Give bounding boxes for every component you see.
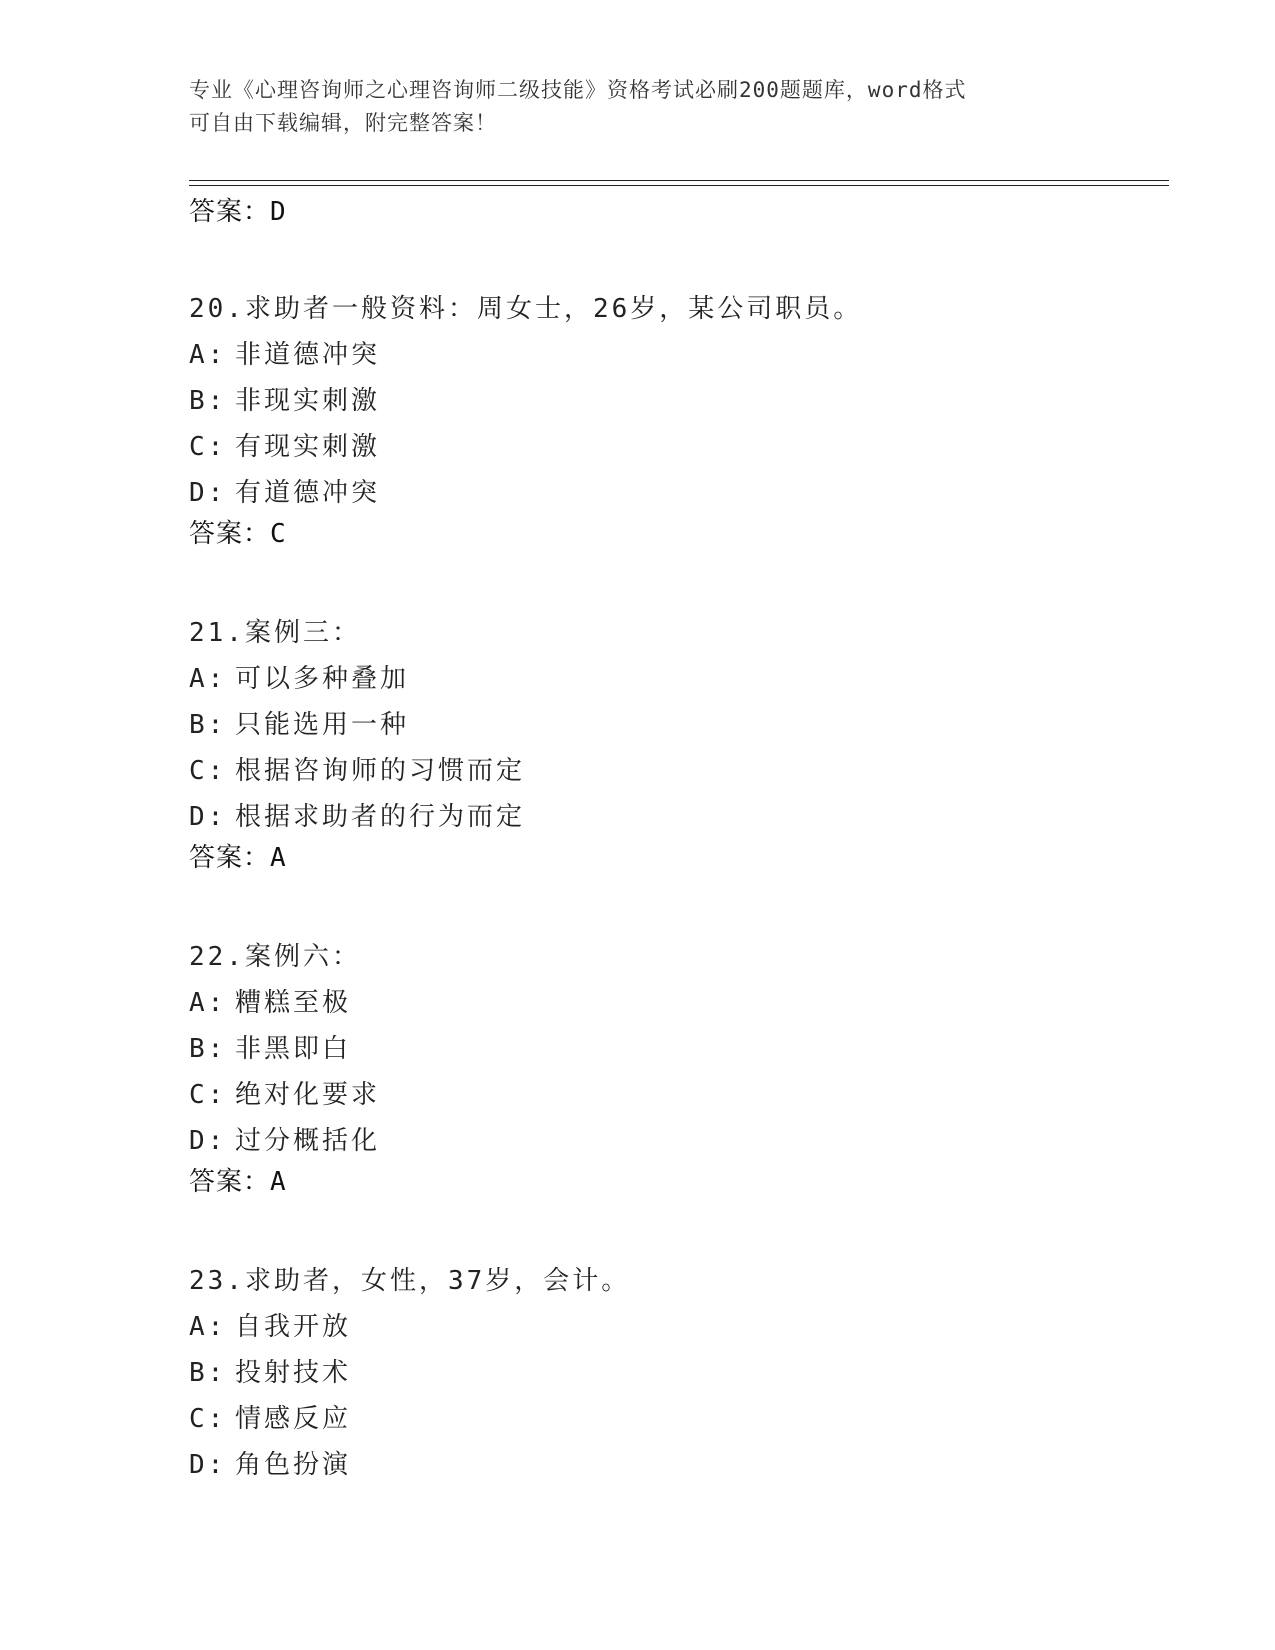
- option-key: A:: [189, 340, 227, 370]
- option-text: 投射技术: [235, 1358, 352, 1388]
- option-text: 非黑即白: [235, 1034, 352, 1064]
- header-line-1: 专业《心理咨询师之心理咨询师二级技能》资格考试必刷200题题库，word格式: [189, 78, 967, 102]
- option-b: [189, 1026, 1169, 1072]
- option-key: B:: [189, 386, 227, 416]
- question-23: [189, 1258, 1169, 1488]
- option-key: A:: [189, 1312, 227, 1342]
- option-d: [189, 1118, 1169, 1164]
- option-text: 糟糕至极: [235, 988, 352, 1018]
- option-key: C:: [189, 1404, 227, 1434]
- option-text: 可以多种叠加: [235, 664, 410, 694]
- question-stem: 20.求助者一般资料：周女士，26岁，某公司职员。: [189, 294, 863, 324]
- option-c: [189, 748, 1169, 794]
- question-stem: 23.求助者，女性，37岁，会计。: [189, 1266, 631, 1296]
- option-text: 过分概括化: [235, 1126, 381, 1156]
- option-key: D:: [189, 802, 227, 832]
- option-key: C:: [189, 756, 227, 786]
- option-text: 情感反应: [235, 1404, 352, 1434]
- answer-line: 答案：A: [189, 843, 287, 873]
- answer-line: 答案：C: [189, 519, 287, 549]
- option-b: [189, 378, 1169, 424]
- option-text: 根据咨询师的习惯而定: [235, 756, 526, 786]
- option-b: [189, 1350, 1169, 1396]
- document-header: [189, 74, 1089, 140]
- question-20: [189, 286, 1169, 552]
- option-text: 根据求助者的行为而定: [235, 802, 526, 832]
- option-b: [189, 702, 1169, 748]
- option-d: [189, 1442, 1169, 1488]
- option-c: [189, 1396, 1169, 1442]
- option-a: [189, 980, 1169, 1026]
- option-key: C:: [189, 1080, 227, 1110]
- option-text: 只能选用一种: [235, 710, 410, 740]
- question-stem: 21.案例三：: [189, 618, 361, 648]
- option-text: 非现实刺激: [235, 386, 381, 416]
- question-21: [189, 610, 1169, 876]
- option-a: [189, 332, 1169, 378]
- option-a: [189, 656, 1169, 702]
- option-key: C:: [189, 432, 227, 462]
- option-key: B:: [189, 1358, 227, 1388]
- option-text: 非道德冲突: [235, 340, 381, 370]
- answer-line: 答案：A: [189, 1167, 287, 1197]
- option-key: A:: [189, 988, 227, 1018]
- option-d: [189, 794, 1169, 840]
- header-divider-bottom: [189, 185, 1169, 186]
- option-d: [189, 470, 1169, 516]
- option-text: 有现实刺激: [235, 432, 381, 462]
- previous-answer: 答案：D: [189, 197, 287, 227]
- option-c: [189, 1072, 1169, 1118]
- question-22: [189, 934, 1169, 1200]
- header-line-2: 可自由下载编辑，附完整答案！: [189, 111, 497, 135]
- option-text: 绝对化要求: [235, 1080, 381, 1110]
- option-key: D:: [189, 478, 227, 508]
- option-a: [189, 1304, 1169, 1350]
- question-stem: 22.案例六：: [189, 942, 361, 972]
- option-key: B:: [189, 1034, 227, 1064]
- option-text: 自我开放: [235, 1312, 352, 1342]
- option-key: D:: [189, 1126, 227, 1156]
- header-divider-top: [189, 180, 1169, 181]
- option-text: 有道德冲突: [235, 478, 381, 508]
- option-key: A:: [189, 664, 227, 694]
- option-key: D:: [189, 1450, 227, 1480]
- option-key: B:: [189, 710, 227, 740]
- option-c: [189, 424, 1169, 470]
- option-text: 角色扮演: [235, 1450, 352, 1480]
- question-list: [189, 194, 1169, 1546]
